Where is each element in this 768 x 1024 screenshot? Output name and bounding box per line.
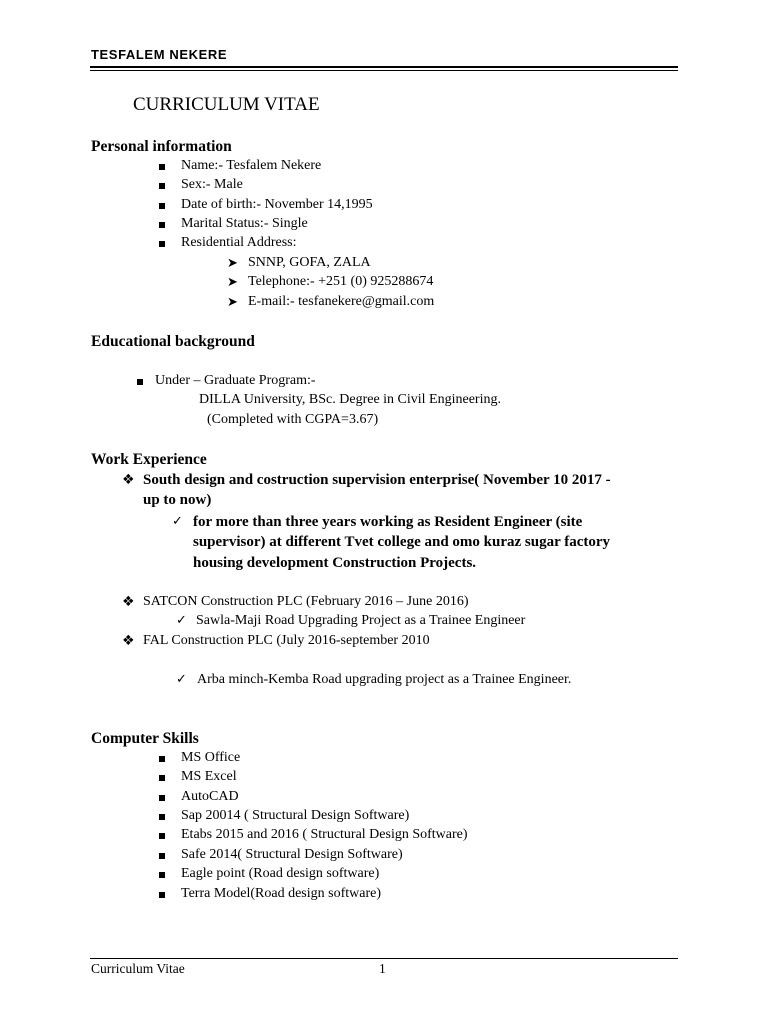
square-bullet-icon	[159, 892, 165, 898]
personal-item-sex: Sex:- Male	[181, 177, 243, 192]
section-heading-skills: Computer Skills	[91, 730, 199, 747]
section-heading-work: Work Experience	[91, 451, 207, 468]
header-rule-thick	[90, 66, 678, 68]
square-bullet-icon	[159, 872, 165, 878]
job1-title-line2: up to now)	[143, 492, 212, 508]
section-heading-education: Educational background	[91, 333, 255, 350]
skill-item: Terra Model(Road design software)	[181, 886, 382, 901]
arrow-bullet-icon: ➤	[227, 256, 238, 271]
square-bullet-icon	[159, 775, 165, 781]
skill-item: MS Excel	[181, 769, 237, 784]
square-bullet-icon	[137, 379, 143, 385]
skill-item: Safe 2014( Structural Design Software)	[181, 847, 403, 862]
education-program: Under – Graduate Program:-	[155, 373, 316, 388]
section-heading-personal: Personal information	[91, 138, 232, 155]
job3-title: FAL Construction PLC (July 2016-september 2010	[143, 633, 430, 648]
square-bullet-icon	[159, 853, 165, 859]
square-bullet-icon	[159, 756, 165, 762]
checkmark-icon: ✓	[176, 672, 187, 687]
job1-detail-line3: housing development Construction Projects.	[193, 555, 477, 571]
skill-item: MS Office	[181, 750, 241, 765]
square-bullet-icon	[159, 203, 165, 209]
job1-title-line1: South design and costruction supervision enterprise( November 10 2017 -	[143, 472, 611, 488]
personal-item-address: Residential Address:	[181, 235, 297, 250]
footer-rule	[90, 958, 678, 959]
page-number: 1	[379, 961, 386, 976]
education-cgpa: (Completed with CGPA=3.67)	[207, 412, 379, 427]
personal-item-name: Name:- Tesfalem Nekere	[181, 158, 322, 173]
square-bullet-icon	[159, 241, 165, 247]
square-bullet-icon	[159, 164, 165, 170]
arrow-bullet-icon: ➤	[227, 275, 238, 290]
skill-item: AutoCAD	[181, 789, 239, 804]
checkmark-icon: ✓	[176, 613, 187, 628]
square-bullet-icon	[159, 833, 165, 839]
job2-title: SATCON Construction PLC (February 2016 – June 2016)	[143, 594, 469, 609]
personal-item-marital: Marital Status:- Single	[181, 216, 308, 231]
address-region: SNNP, GOFA, ZALA	[248, 255, 371, 270]
education-university: DILLA University, BSc. Degree in Civil Engineering.	[199, 392, 501, 407]
skill-item: Eagle point (Road design software)	[181, 866, 380, 881]
skill-item: Etabs 2015 and 2016 ( Structural Design Software)	[181, 827, 468, 842]
address-telephone: Telephone:- +251 (0) 925288674	[248, 274, 434, 289]
skill-item: Sap 20014 ( Structural Design Software)	[181, 808, 410, 823]
document-title: CURRICULUM VITAE	[133, 94, 320, 115]
square-bullet-icon	[159, 814, 165, 820]
square-bullet-icon	[159, 183, 165, 189]
diamond-bullet-icon: ❖	[122, 633, 135, 649]
square-bullet-icon	[159, 795, 165, 801]
job3-detail: Arba minch-Kemba Road upgrading project as a Trainee Engineer.	[197, 672, 572, 687]
diamond-bullet-icon: ❖	[122, 594, 135, 610]
diamond-bullet-icon: ❖	[122, 472, 135, 488]
header-rule-thin	[90, 70, 678, 71]
square-bullet-icon	[159, 222, 165, 228]
address-email: E-mail:- tesfanekere@gmail.com	[248, 294, 435, 309]
personal-item-dob: Date of birth:- November 14,1995	[181, 197, 373, 212]
header-name: TESFALEM NEKERE	[91, 47, 228, 62]
job1-detail-line2: supervisor) at different Tvet college and omo kuraz sugar factory	[193, 534, 611, 550]
job1-detail-line1: for more than three years working as Resident Engineer (site	[193, 514, 583, 530]
checkmark-icon: ✓	[172, 514, 183, 529]
job2-detail: Sawla-Maji Road Upgrading Project as a Trainee Engineer	[196, 613, 526, 628]
footer-label: Curriculum Vitae	[91, 961, 185, 976]
arrow-bullet-icon: ➤	[227, 295, 238, 310]
